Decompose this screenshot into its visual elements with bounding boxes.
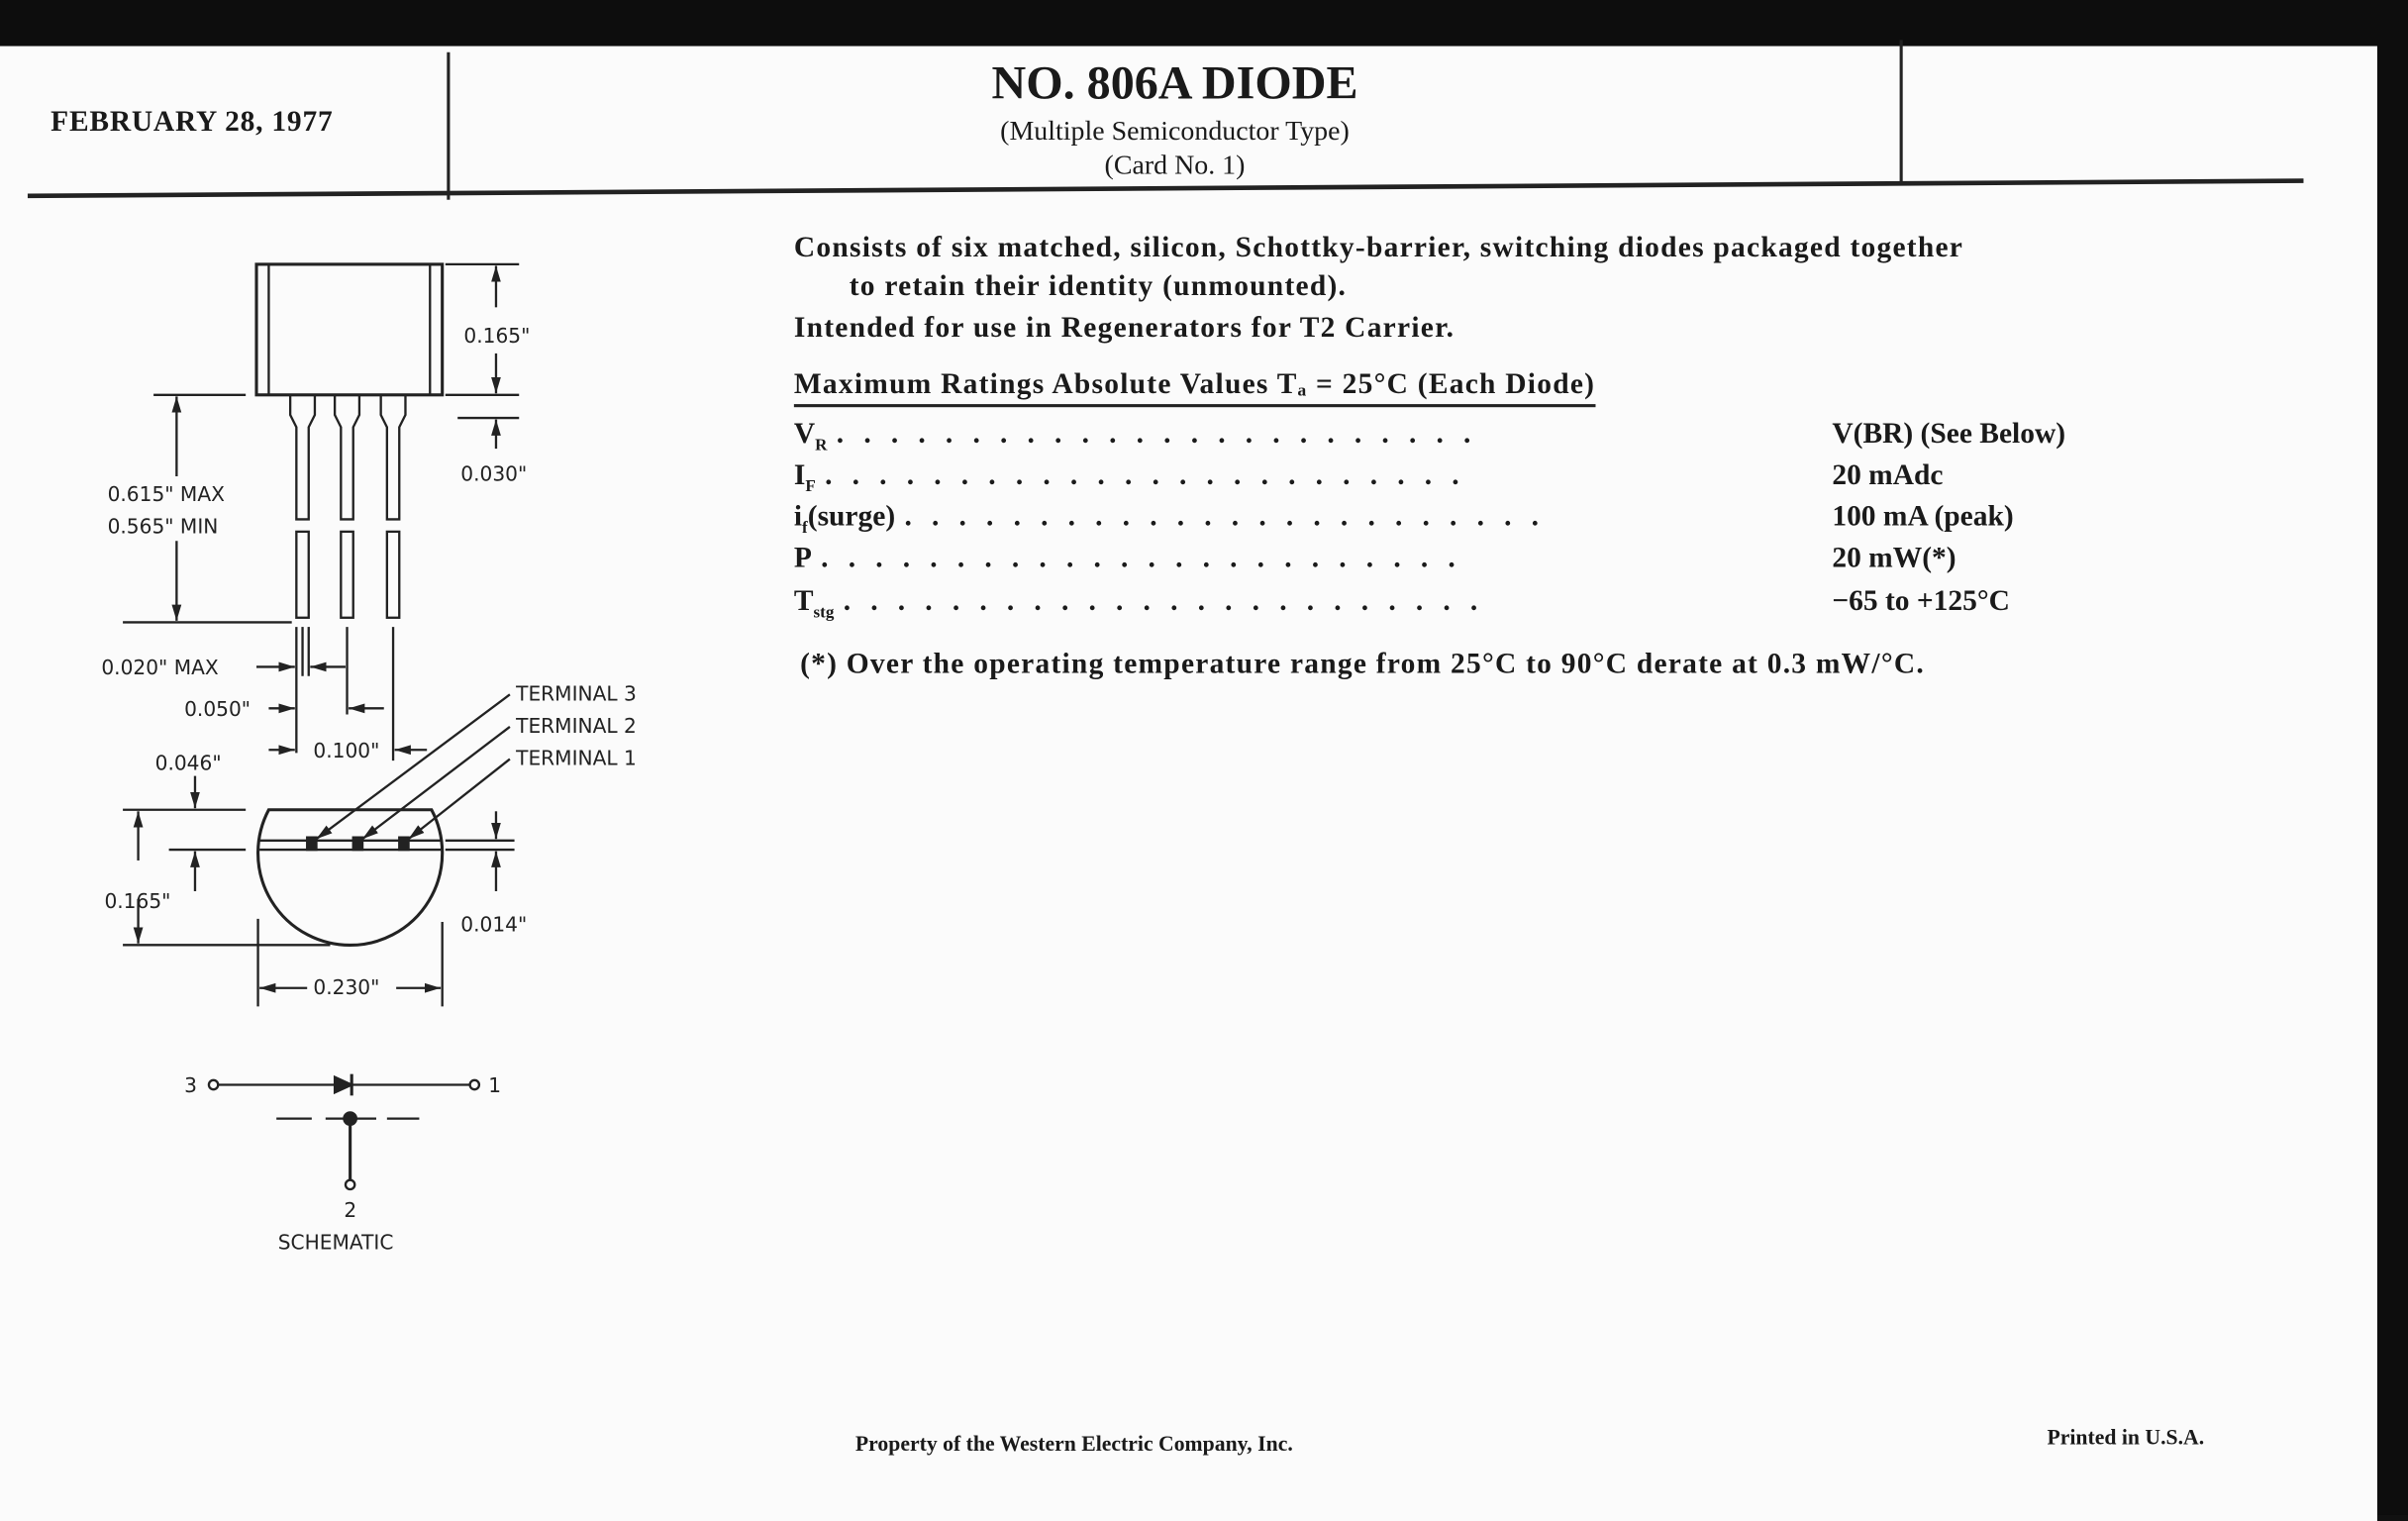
dim-230: 0.230" (313, 974, 380, 999)
schematic-pin-3: 3 (184, 1073, 197, 1098)
dim-lead-width: 0.020" MAX (101, 656, 219, 680)
rating-value: 100 mA (peak) (1832, 500, 2014, 534)
leads (290, 395, 405, 618)
rating-row: $T_{stg}$ ........................ −65 to +125°C (794, 587, 2124, 624)
rating-value: −65 to +125°C (1832, 585, 2010, 618)
rating-value: 20 mAdc (1832, 458, 1944, 492)
card-date: FEBRUARY 28, 1977 (50, 106, 334, 139)
terminal-3-label: TERMINAL 3 (516, 681, 637, 706)
footer-property: Property of the Western Electric Company, Inc. (854, 1433, 1293, 1458)
dim-height-top: 0.165" (463, 324, 531, 349)
description-line-2: to retain their identity (unmounted). (849, 270, 1348, 303)
description-line-1: Consists of six matched, silicon, Schottky-barrier, switching diodes packaged together (793, 232, 1964, 264)
rating-row: $I_F$ ........................ 20 mAdc (794, 461, 2124, 498)
card-number: (Card No. 1) (1104, 149, 1246, 180)
rating-value: V(BR) (See Below) (1832, 418, 2066, 451)
dim-height-bottom: 0.165" (104, 889, 171, 914)
footer-printed: Printed in U.S.A. (2047, 1427, 2205, 1451)
schematic-pin-2: 2 (344, 1197, 357, 1222)
card-subtitle: (Multiple Semiconductor Type) (1000, 115, 1350, 147)
dim-050: 0.050" (184, 697, 251, 722)
ratings-heading: Maximum Ratings Absolute Values Tₐ = 25°C (Each Diode) (794, 370, 1595, 407)
terminal-2-label: TERMINAL 2 (516, 714, 637, 739)
dim-lead-max: 0.615" MAX (107, 481, 225, 506)
dim-lead-shoulder: 0.030" (460, 461, 528, 486)
side-view (123, 264, 519, 760)
rating-value: 20 mW(*) (1832, 542, 1956, 575)
rating-row: $i_f(surge)$ ........................ 100 mA (peak) (794, 502, 2124, 539)
dim-100: 0.100" (313, 738, 380, 762)
schematic-label: SCHEMATIC (277, 1230, 394, 1255)
dim-046: 0.046" (154, 751, 222, 775)
dim-lead-min: 0.565" MIN (107, 514, 219, 539)
dim-014: 0.014" (460, 912, 528, 937)
schematic (209, 1074, 479, 1189)
schematic-pin-1: 1 (488, 1073, 502, 1098)
ratings-footnote: (*) Over the operating temperature range from 25°C to 90°C derate at 0.3 mW/°C. (800, 648, 1925, 681)
description-line-3: Intended for use in Regenerators for T2 Carrier. (793, 311, 1455, 345)
terminal-1-label: TERMINAL 1 (516, 746, 637, 770)
rating-row: P ........................ 20 mW(*) (794, 544, 2124, 580)
rating-row: $V_R$ ........................ V(BR) (See Below) (794, 420, 2124, 456)
card-title: NO. 806A DIODE (991, 54, 1358, 110)
